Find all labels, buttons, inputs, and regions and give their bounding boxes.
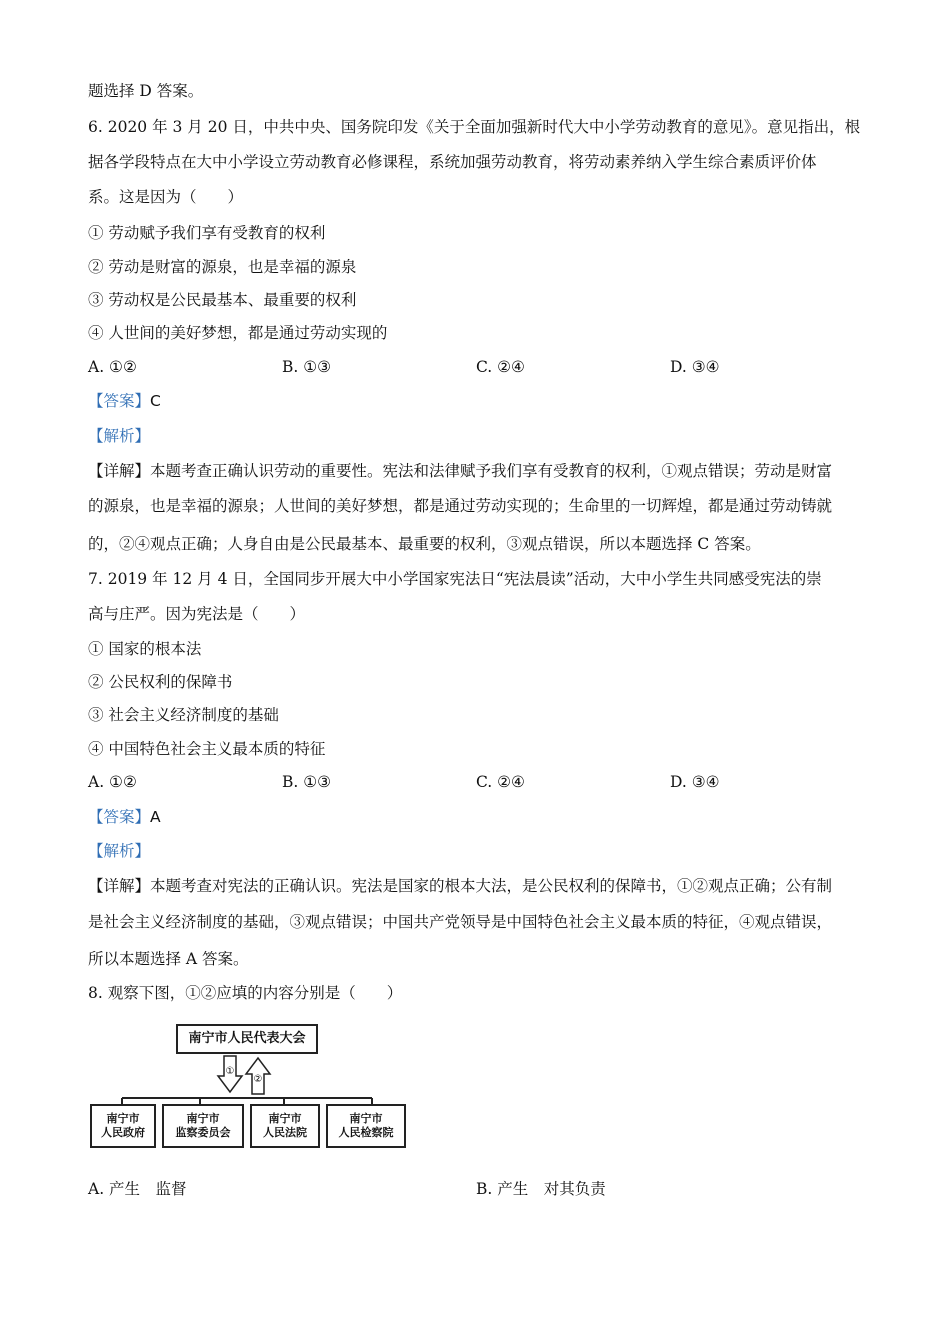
- box-line: 监察委员会: [175, 1126, 231, 1139]
- q7-item-2: ② 公民权利的保障书: [88, 673, 233, 691]
- box-procuratorate: [326, 1104, 406, 1148]
- answer-label: 【答案】: [88, 808, 151, 826]
- box-line: 南宁市: [349, 1112, 383, 1125]
- box-line: 人民检察院: [338, 1126, 394, 1139]
- q7-item-3: ③ 社会主义经济制度的基础: [88, 706, 279, 724]
- q8-option-a: A. 产生 监督: [88, 1180, 187, 1198]
- q6-detail-line2: 的源泉，也是幸福的源泉；人世间的美好梦想，都是通过劳动实现的；生命里的一切辉煌，都是通过劳动铸就: [88, 497, 833, 515]
- q7-item-4: ④ 中国特色社会主义最本质的特征: [88, 740, 326, 758]
- box-supervisory-commission: [162, 1104, 244, 1148]
- organization-diagram: [88, 1018, 418, 1150]
- q7-answer: [88, 806, 161, 828]
- answer-value: C: [150, 392, 161, 410]
- q8-stem: 8. 观察下图，①②应填的内容分别是（ ）: [88, 984, 403, 1002]
- q6-item-2: ② 劳动是财富的源泉，也是幸福的源泉: [88, 258, 357, 276]
- q6-detail-line1: [88, 460, 832, 482]
- answer-value: A: [150, 808, 161, 826]
- q6-item-3: ③ 劳动权是公民最基本、最重要的权利: [88, 291, 357, 309]
- q6-item-1: ① 劳动赋予我们享有受教育的权利: [88, 224, 326, 242]
- q7-option-c: C. ②④: [476, 773, 525, 791]
- q6-answer: [88, 390, 161, 412]
- q7-stem-line1: 7. 2019 年 12 月 4 日，全国同步开展大中小学国家宪法日“宪法晨读”活动，大中小学生共同感受宪法的崇: [88, 570, 822, 588]
- detail-label: 【详解】: [88, 877, 151, 895]
- q7-analysis-label: 【解析】: [88, 842, 151, 860]
- box-government: [90, 1104, 156, 1148]
- arrow-1-label: ①: [225, 1066, 235, 1077]
- box-line: 南宁市: [186, 1112, 220, 1125]
- q6-stem-line2: 据各学段特点在大中小学设立劳动教育必修课程，系统加强劳动教育，将劳动素养纳入学生综合素质评价体: [88, 153, 817, 171]
- q6-option-d: D. ③④: [670, 358, 720, 376]
- q6-analysis-label: 【解析】: [88, 427, 151, 445]
- q7-detail-line1: [88, 875, 832, 897]
- q6-item-4: ④ 人世间的美好梦想，都是通过劳动实现的: [88, 324, 388, 342]
- top-box-congress: 南宁市人民代表大会: [176, 1024, 318, 1054]
- q6-stem-line1: 6. 2020 年 3 月 20 日，中共中央、国务院印发《关于全面加强新时代大中小学劳动教育的意见》。意见指出，根: [88, 118, 861, 136]
- q7-item-1: ① 国家的根本法: [88, 640, 202, 658]
- intro-tail: 题选择 D 答案。: [88, 82, 204, 100]
- q8-option-b: B. 产生 对其负责: [476, 1180, 606, 1198]
- q7-detail-line2: 是社会主义经济制度的基础，③观点错误；中国共产党领导是中国特色社会主义最本质的特征，④观点错误，: [88, 913, 833, 931]
- arrow-2-label: ②: [253, 1074, 263, 1085]
- q7-option-b: B. ①③: [282, 773, 332, 791]
- q6-stem-line3: 系。这是因为（ ）: [88, 188, 244, 206]
- q6-option-b: B. ①③: [282, 358, 332, 376]
- box-line: 南宁市: [268, 1112, 302, 1125]
- detail-text: 本题考查对宪法的正确认识。宪法是国家的根本大法，是公民权利的保障书，①②观点正确；公有制: [150, 877, 833, 895]
- box-line: 人民政府: [101, 1126, 145, 1139]
- q6-detail-line3: 的，②④观点正确；人身自由是公民最基本、最重要的权利，③观点错误，所以本题选择 C 答案。: [88, 535, 761, 553]
- q7-option-d: D. ③④: [670, 773, 720, 791]
- box-court: [250, 1104, 320, 1148]
- q6-option-a: A. ①②: [88, 358, 137, 376]
- q6-option-c: C. ②④: [476, 358, 525, 376]
- q7-option-a: A. ①②: [88, 773, 137, 791]
- q7-detail-line3: 所以本题选择 A 答案。: [88, 950, 249, 968]
- answer-label: 【答案】: [88, 392, 151, 410]
- detail-label: 【详解】: [88, 462, 151, 480]
- box-line: 人民法院: [263, 1126, 307, 1139]
- detail-text: 本题考查正确认识劳动的重要性。宪法和法律赋予我们享有受教育的权利，①观点错误；劳动是财富: [150, 462, 833, 480]
- box-line: 南宁市: [106, 1112, 140, 1125]
- q7-stem-line2: 高与庄严。因为宪法是（ ）: [88, 605, 306, 623]
